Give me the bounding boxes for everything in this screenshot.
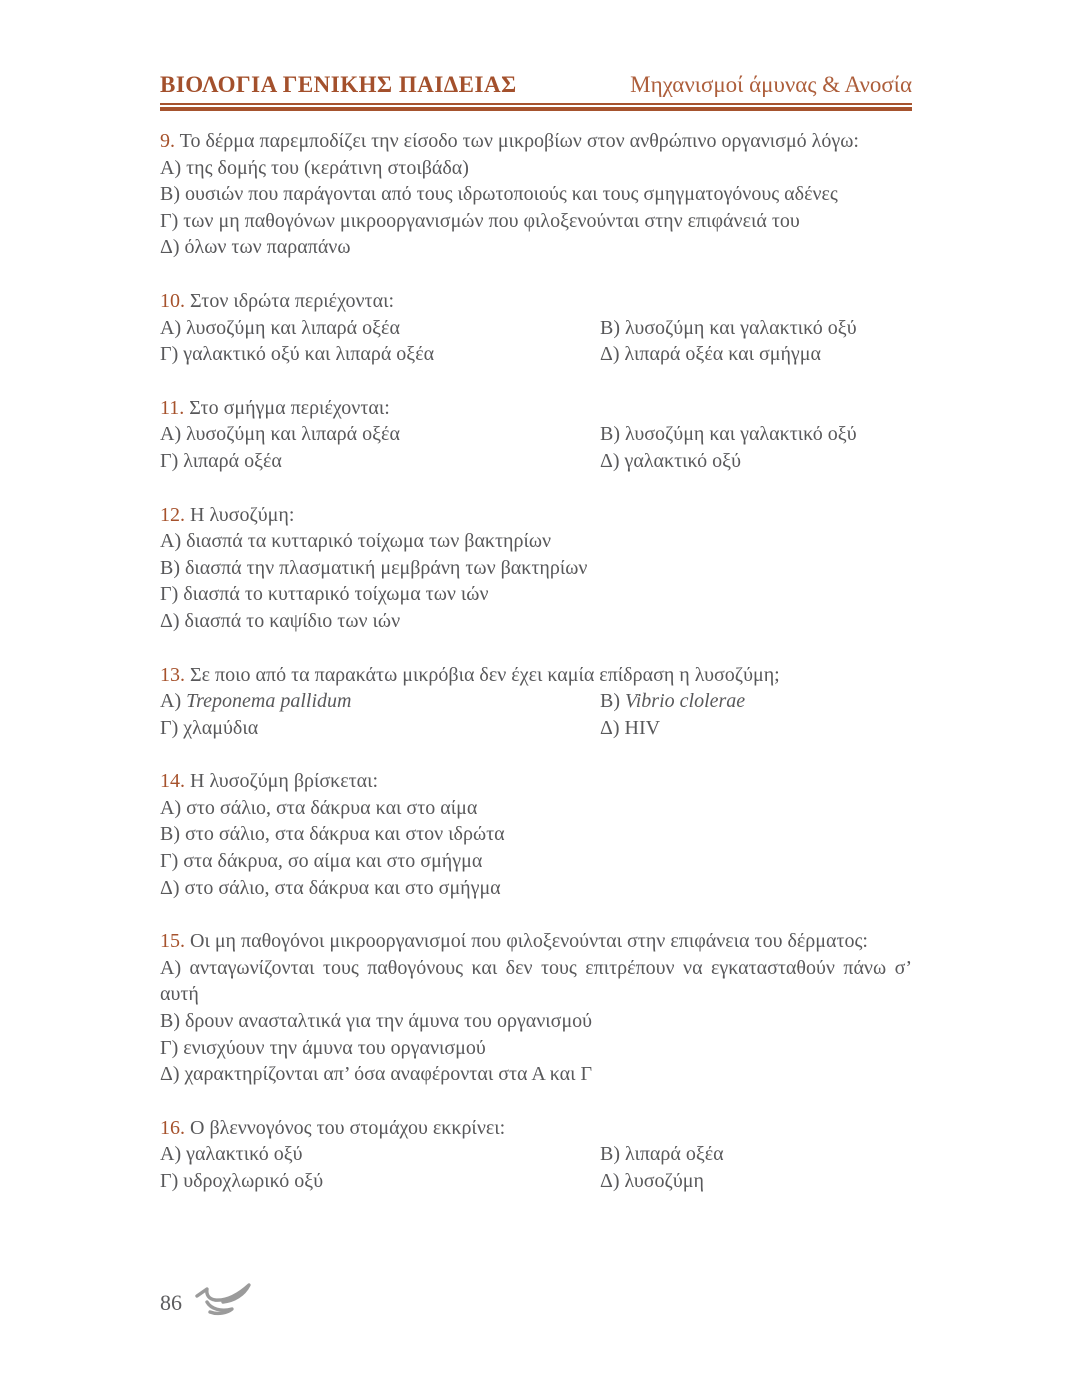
option-a <box>160 688 600 715</box>
option-text: Treponema pallidum <box>186 690 352 713</box>
option-c <box>160 448 600 475</box>
option-label: Β) <box>160 823 180 846</box>
option-text: λυσοζύμη <box>624 1170 704 1192</box>
option-text: χαρακτηρίζονται απ’ όσα αναφέρονται στα Α και Γ <box>184 1063 593 1086</box>
option-text: HIV <box>624 716 661 739</box>
question-stem <box>160 128 912 155</box>
question-14 <box>160 768 912 901</box>
option-text: των μη παθογόνων μικροοργανισμών που φιλοξενούνται στην επιφάνειά του <box>183 209 800 232</box>
question-number: 14. <box>160 770 185 793</box>
option-c <box>160 1035 912 1062</box>
option-a <box>160 421 600 448</box>
page-number: 86 <box>160 1290 182 1315</box>
question-13 <box>160 662 912 742</box>
question-stem <box>160 768 912 795</box>
option-label: Δ) <box>160 236 180 259</box>
options-grid <box>160 421 912 474</box>
option-b <box>160 1008 912 1035</box>
page-footer <box>160 1280 256 1326</box>
option-b <box>600 688 912 715</box>
option-label: Δ) <box>600 1170 620 1192</box>
question-text: Ο βλεννογόνος του στομάχου εκκρίνει: <box>190 1116 506 1139</box>
options-grid <box>160 315 912 368</box>
question-text: Στον ιδρώτα περιέχονται: <box>190 289 395 312</box>
option-text: διασπά τα κυτταρικό τοίχωμα των βακτηρίων <box>186 530 552 553</box>
option-c <box>160 208 912 235</box>
option-a <box>160 1141 600 1168</box>
option-text: διασπά το κυτταρικό τοίχωμα των ιών <box>183 583 489 606</box>
question-stem <box>160 928 912 955</box>
option-label: Β) <box>600 1143 620 1166</box>
page-header <box>160 72 912 111</box>
question-number: 11. <box>160 396 185 419</box>
option-c <box>160 581 912 608</box>
option-b <box>160 181 912 208</box>
option-text: λυσοζύμη και γαλακτικό οξύ <box>625 423 857 446</box>
option-d <box>600 1168 912 1195</box>
option-c <box>160 1168 600 1195</box>
option-text: λυσοζύμη και λιπαρά οξέα <box>186 423 400 446</box>
question-text: Στο σμήγμα περιέχονται: <box>189 396 390 419</box>
option-label: Δ) <box>600 449 620 472</box>
question-text: Οι μη παθογόνοι μικροοργανισμοί που φιλοξενούνται στην επιφάνεια του δέρματος: <box>190 930 868 953</box>
option-text: διασπά το καψίδιο των ιών <box>184 609 401 632</box>
option-text: στο σάλιο, στα δάκρυα και στο σμήγμα <box>184 876 501 899</box>
option-text: στο σάλιο, στα δάκρυα και στο αίμα <box>186 796 478 819</box>
option-label: Δ) <box>160 876 180 899</box>
option-label: Α) <box>160 423 182 446</box>
option-text: ουσιών που παράγονται από τους ιδρωτοποιούς και τους σμηγματογόνους αδένες <box>185 183 838 206</box>
dove-icon <box>194 1280 256 1326</box>
question-stem <box>160 662 912 689</box>
option-a <box>160 795 912 822</box>
questions-list <box>160 128 912 1195</box>
option-a <box>160 528 912 555</box>
option-d <box>160 875 912 902</box>
option-label: Γ) <box>160 449 179 472</box>
option-a <box>160 955 912 1008</box>
option-b <box>160 821 912 848</box>
option-label: Δ) <box>160 609 180 632</box>
question-number: 10. <box>160 289 185 312</box>
option-c <box>160 715 600 742</box>
option-text: γαλακτικό οξύ <box>186 1143 303 1166</box>
option-d <box>600 715 912 742</box>
option-label: Δ) <box>600 716 620 739</box>
options-grid <box>160 688 912 741</box>
option-text: υδροχλωρικό οξύ <box>183 1170 324 1192</box>
option-label: Γ) <box>160 583 179 606</box>
option-label: Β) <box>600 316 620 339</box>
option-label: Α) <box>160 956 182 979</box>
option-label: Γ) <box>160 1036 179 1059</box>
option-b <box>600 1141 912 1168</box>
question-number: 16. <box>160 1116 185 1139</box>
option-d <box>160 1061 912 1088</box>
question-stem <box>160 395 912 422</box>
option-b <box>600 315 912 342</box>
option-a <box>160 155 912 182</box>
question-stem <box>160 1115 912 1142</box>
option-b <box>600 421 912 448</box>
question-text: Η λυσοζύμη βρίσκεται: <box>190 770 379 793</box>
option-label: Β) <box>600 690 620 713</box>
question-11 <box>160 395 912 475</box>
option-label: Α) <box>160 530 182 553</box>
option-label: Α) <box>160 316 182 339</box>
option-a <box>160 315 600 342</box>
question-text: Σε ποιο από τα παρακάτω μικρόβια δεν έχει καμία επίδραση η λυσοζύμη; <box>190 663 780 686</box>
question-number: 12. <box>160 503 185 526</box>
question-text: Το δέρμα παρεμποδίζει την είσοδο των μικροβίων στον ανθρώπινο οργανισμό λόγω: <box>179 130 859 152</box>
option-text: λυσοζύμη και λιπαρά οξέα <box>186 316 400 339</box>
option-text: λυσοζύμη και γαλακτικό οξύ <box>625 316 857 339</box>
options-grid <box>160 1141 912 1194</box>
option-text: διασπά την πλασματική μεμβράνη των βακτηρίων <box>185 556 588 579</box>
option-label: Γ) <box>160 850 179 873</box>
option-d <box>600 341 912 368</box>
question-10 <box>160 288 912 368</box>
option-label: Α) <box>160 1143 182 1166</box>
option-text: γαλακτικό οξύ και λιπαρά οξέα <box>183 343 435 366</box>
option-text: γαλακτικό οξύ <box>624 449 741 472</box>
book-title: ΒΙΟΛΟΓΙΑ ΓΕΝΙΚΗΣ ΠΑΙΔΕΙΑΣ <box>160 72 517 97</box>
option-label: Α) <box>160 156 182 179</box>
option-label: Β) <box>160 183 180 206</box>
option-text: λιπαρά οξέα <box>183 449 282 472</box>
option-text: Vibrio clolerae <box>625 690 746 713</box>
option-label: Β) <box>160 556 180 579</box>
header-row <box>160 72 912 98</box>
question-15 <box>160 928 912 1088</box>
option-d <box>160 608 912 635</box>
option-label: Β) <box>600 423 620 446</box>
header-double-rule <box>160 103 912 111</box>
option-d <box>160 234 912 261</box>
option-label: Γ) <box>160 716 179 739</box>
chapter-title: Μηχανισμοί άμυνας & Ανοσία <box>630 72 912 97</box>
option-label: Γ) <box>160 1170 179 1192</box>
question-stem <box>160 502 912 529</box>
option-text: ενισχύουν την άμυνα του οργανισμού <box>183 1036 486 1059</box>
option-text: χλαμύδια <box>183 716 259 739</box>
option-text: ανταγωνίζονται τους παθογόνους και δεν τους επιτρέπουν να εγκατασταθούν πάνω σ’ αυτή <box>160 956 913 1006</box>
question-text: Η λυσοζύμη: <box>190 503 295 526</box>
option-label: Α) <box>160 690 182 713</box>
question-stem <box>160 288 912 315</box>
option-c <box>160 341 600 368</box>
option-c <box>160 848 912 875</box>
option-d <box>600 448 912 475</box>
option-label: Δ) <box>160 1063 180 1086</box>
option-label: Γ) <box>160 209 179 232</box>
option-b <box>160 555 912 582</box>
question-number: 9. <box>160 130 175 152</box>
option-label: Α) <box>160 796 182 819</box>
option-label: Β) <box>160 1010 180 1033</box>
question-12 <box>160 502 912 635</box>
question-number: 15. <box>160 930 185 953</box>
question-number: 13. <box>160 663 185 686</box>
option-text: λιπαρά οξέα και σμήγμα <box>624 343 821 366</box>
option-text: όλων των παραπάνω <box>184 236 351 259</box>
question-16 <box>160 1115 912 1195</box>
option-label: Γ) <box>160 343 179 366</box>
option-text: στα δάκρυα, σο αίμα και στο σμήγμα <box>183 850 483 873</box>
option-label: Δ) <box>600 343 620 366</box>
question-9 <box>160 128 912 261</box>
option-text: λιπαρά οξέα <box>625 1143 724 1166</box>
rule-thick-line <box>160 107 912 111</box>
option-text: στο σάλιο, στα δάκρυα και στον ιδρώτα <box>185 823 505 846</box>
option-text: της δομής του (κεράτινη στοιβάδα) <box>186 156 469 179</box>
option-text: δρουν ανασταλτικά για την άμυνα του οργανισμού <box>185 1010 593 1033</box>
